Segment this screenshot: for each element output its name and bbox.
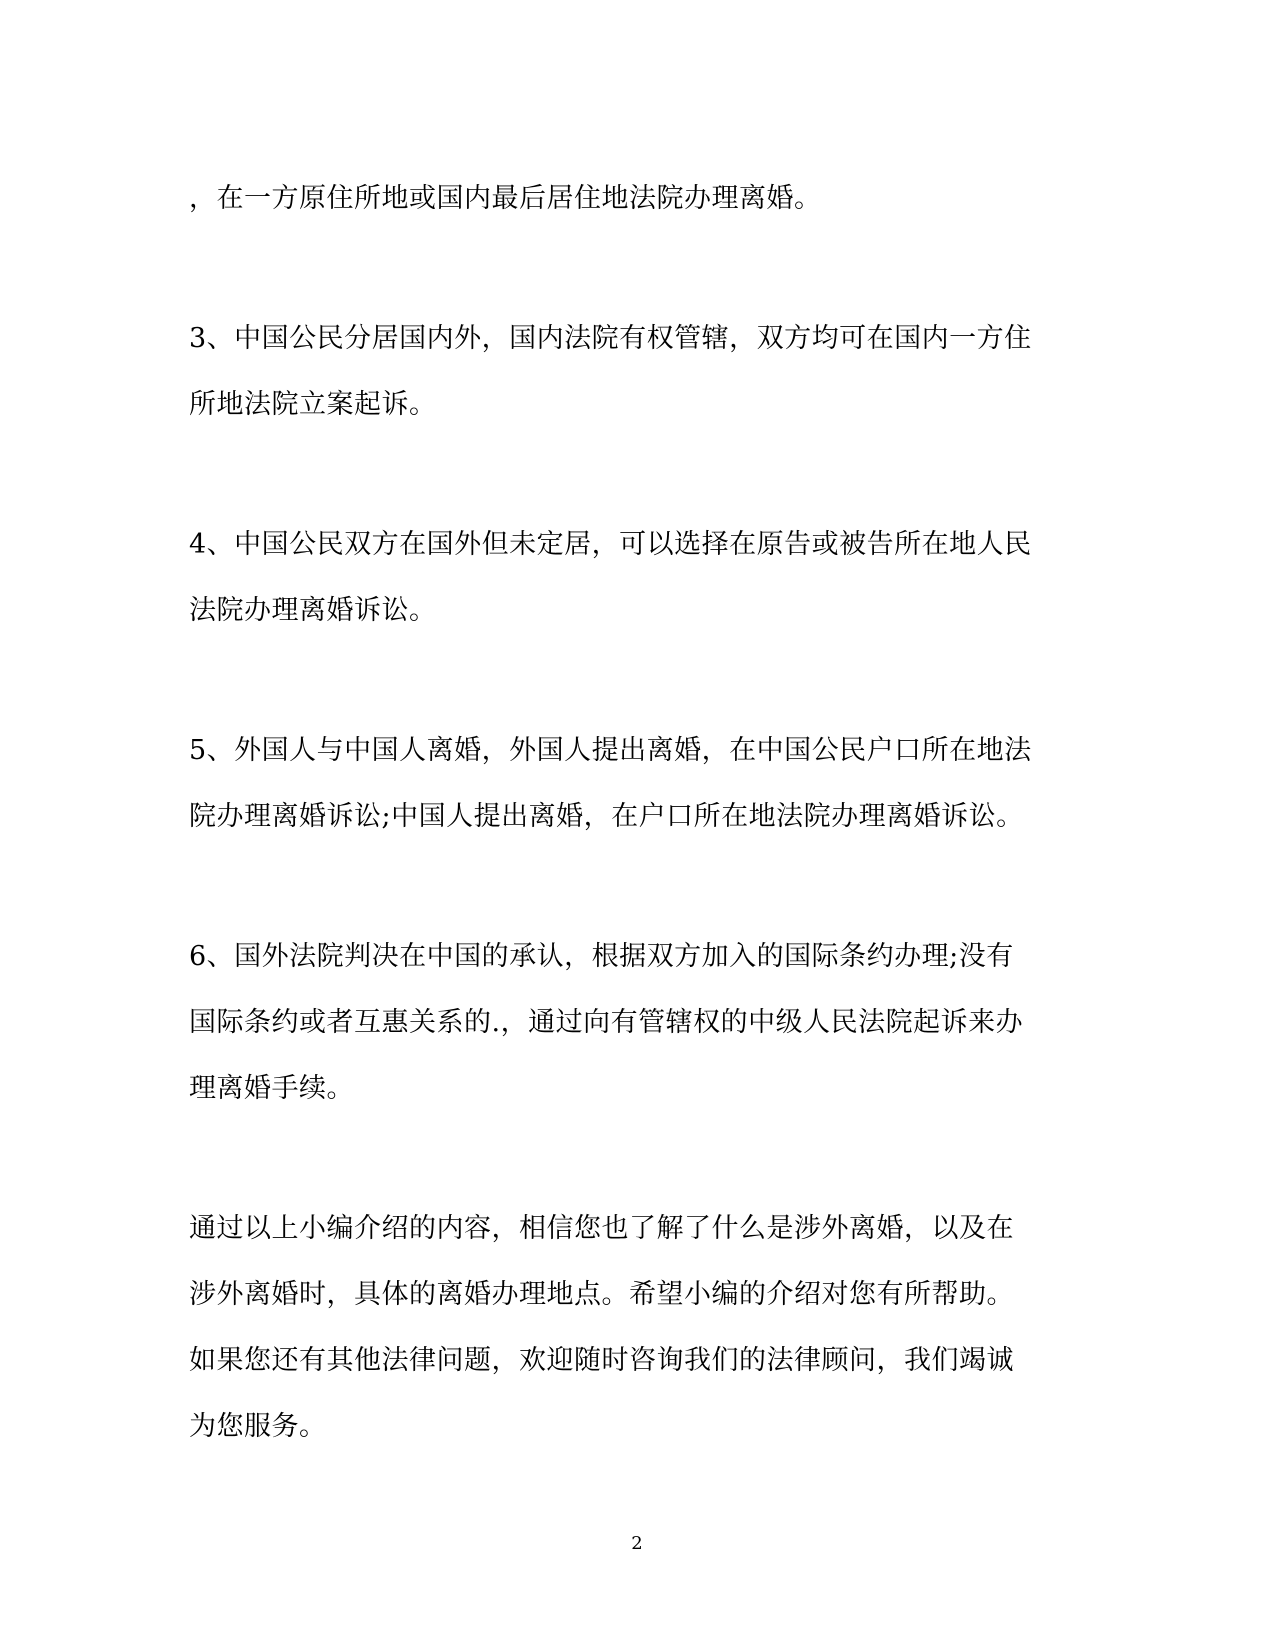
page-number: 2 bbox=[631, 1533, 643, 1554]
paragraph-item-5 bbox=[189, 718, 1089, 850]
text-line: 涉外离婚时，具体的离婚办理地点。希望小编的介绍对您有所帮助。 bbox=[189, 1279, 1014, 1310]
text-line: 通过以上小编介绍的内容，相信您也了解了什么是涉外离婚，以及在 bbox=[189, 1213, 1014, 1244]
text-line: 3、中国公民分居国内外，国内法院有权管辖，双方均可在国内一方住 bbox=[189, 323, 1032, 354]
paragraph-item-4 bbox=[189, 512, 1089, 644]
text-line: 4、中国公民双方在国外但未定居，可以选择在原告或被告所在地人民 bbox=[189, 529, 1032, 560]
text-line: 5、外国人与中国人离婚，外国人提出离婚，在中国公民户口所在地法 bbox=[189, 735, 1032, 766]
text-line: 所地法院立案起诉。 bbox=[189, 389, 437, 420]
text-line: 如果您还有其他法律问题，欢迎随时咨询我们的法律顾问，我们竭诚 bbox=[189, 1345, 1014, 1376]
paragraph-item-3 bbox=[189, 306, 1089, 438]
document-body bbox=[189, 166, 1089, 1534]
text-line: 法院办理离婚诉讼。 bbox=[189, 595, 437, 626]
paragraph-continuation bbox=[189, 166, 1089, 232]
paragraph-item-6 bbox=[189, 924, 1089, 1122]
text-line: ，在一方原住所地或国内最后居住地法院办理离婚。 bbox=[189, 183, 822, 214]
text-line: 为您服务。 bbox=[189, 1411, 327, 1442]
text-line: 院办理离婚诉讼;中国人提出离婚，在户口所在地法院办理离婚诉讼。 bbox=[189, 801, 1024, 832]
text-line: 理离婚手续。 bbox=[189, 1073, 354, 1104]
text-line: 国际条约或者互惠关系的.，通过向有管辖权的中级人民法院起诉来办 bbox=[189, 1007, 1024, 1038]
text-line: 6、国外法院判决在中国的承认，根据双方加入的国际条约办理;没有 bbox=[189, 941, 1014, 972]
paragraph-conclusion bbox=[189, 1196, 1089, 1460]
